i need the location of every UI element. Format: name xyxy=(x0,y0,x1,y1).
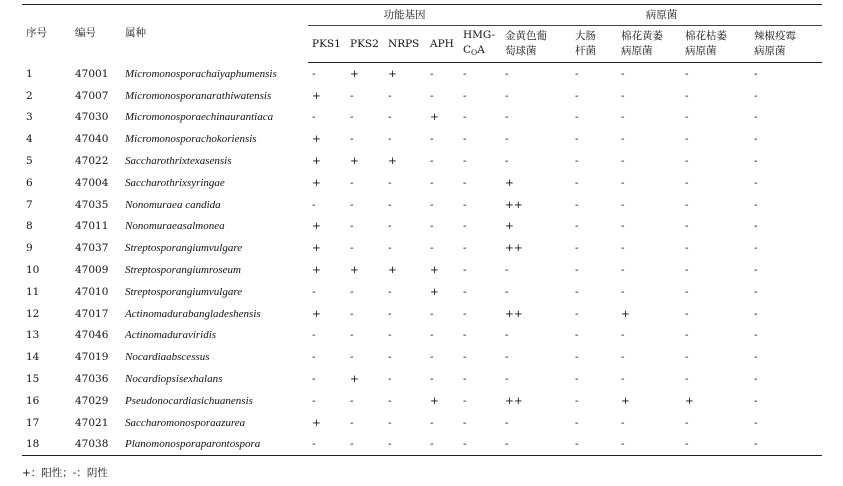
cell-species: Actinomadurabangladeshensis xyxy=(125,307,261,320)
cell-result: - xyxy=(430,351,434,364)
cell-result: - xyxy=(312,285,316,298)
cell-result: - xyxy=(308,434,346,456)
cell-result: - xyxy=(685,155,689,168)
cell-code: 47009 xyxy=(75,264,109,277)
cell-species: Planomonosporaparontospora xyxy=(121,434,308,456)
header-pathogen-line2: 病原菌 xyxy=(754,45,786,57)
cell-result: - xyxy=(754,198,758,211)
cell-result: - xyxy=(463,176,467,189)
cell-result: - xyxy=(621,67,625,80)
header-pathogen-line1: 棉花枯萎 xyxy=(685,30,728,42)
cell-result: - xyxy=(388,220,392,233)
cell-result: - xyxy=(463,329,467,342)
cell-result: - xyxy=(685,307,689,320)
header-hmg-line1: HMG- xyxy=(463,29,496,41)
cell-code: 47040 xyxy=(75,133,109,146)
header-code: 编号 xyxy=(75,27,96,40)
cell-result: - xyxy=(350,394,354,407)
cell-species: Nonomuraea candida xyxy=(125,198,221,211)
header-pathogen-phytophthora xyxy=(750,26,822,63)
cell-result: - xyxy=(388,373,392,386)
cell-result: - xyxy=(754,351,758,364)
cell-index: 3 xyxy=(26,111,33,124)
cell-result: - xyxy=(312,394,316,407)
cell-result: - xyxy=(350,89,354,102)
cell-result: - xyxy=(505,111,509,124)
cell-species: Nocardiaabscessus xyxy=(125,351,210,364)
cell-result: - xyxy=(430,89,434,102)
cell-result: - xyxy=(685,416,689,429)
cell-index: 8 xyxy=(26,220,33,233)
cell-result: - xyxy=(505,285,509,298)
header-hmg-sub: O xyxy=(471,48,478,57)
cell-result: - xyxy=(430,307,434,320)
cell-result: - xyxy=(463,155,467,168)
cell-index: 4 xyxy=(26,133,33,146)
cell-result: ++ xyxy=(505,307,523,320)
cell-result: + xyxy=(312,264,321,277)
cell-result: - xyxy=(505,155,509,168)
table-row xyxy=(22,434,822,456)
table-row xyxy=(22,390,822,412)
header-pathogen-line1: 辣椒疫霉 xyxy=(754,30,797,42)
cell-result: - xyxy=(575,264,579,277)
cell-result: - xyxy=(685,351,689,364)
cell-index: 16 xyxy=(26,394,40,407)
cell-index: 12 xyxy=(26,307,40,320)
cell-result: + xyxy=(350,155,359,168)
cell-result: - xyxy=(575,394,579,407)
cell-species: Saccharomonosporaazurea xyxy=(125,416,246,429)
cell-result: ++ xyxy=(505,394,523,407)
cell-result: - xyxy=(681,434,750,456)
cell-code: 47022 xyxy=(75,155,109,168)
cell-result: - xyxy=(430,133,434,146)
cell-result: - xyxy=(505,264,509,277)
cell-result: - xyxy=(312,67,316,80)
cell-result: - xyxy=(388,416,392,429)
cell-result: + xyxy=(350,264,359,277)
cell-result: - xyxy=(754,133,758,146)
cell-result: - xyxy=(430,155,434,168)
cell-result: - xyxy=(312,373,316,386)
cell-result: - xyxy=(505,133,509,146)
cell-result: + xyxy=(312,155,321,168)
cell-result: - xyxy=(388,89,392,102)
cell-result: - xyxy=(430,416,434,429)
table-header xyxy=(22,5,822,63)
cell-result: - xyxy=(388,285,392,298)
cell-result: - xyxy=(350,111,354,124)
cell-result: - xyxy=(685,285,689,298)
table-row xyxy=(22,85,822,107)
cell-result: + xyxy=(430,394,439,407)
cell-result: - xyxy=(505,67,509,80)
cell-code: 47001 xyxy=(75,67,109,80)
cell-result: - xyxy=(575,176,579,189)
cell-result: - xyxy=(463,351,467,364)
cell-result: + xyxy=(312,133,321,146)
cell-result: + xyxy=(430,285,439,298)
cell-result: - xyxy=(505,89,509,102)
header-species: 属种 xyxy=(125,27,146,40)
cell-result: - xyxy=(575,285,579,298)
cell-result: - xyxy=(350,285,354,298)
cell-index: 13 xyxy=(26,329,40,342)
cell-result: - xyxy=(463,220,467,233)
cell-result: - xyxy=(621,220,625,233)
cell-result: - xyxy=(505,329,509,342)
cell-result: - xyxy=(621,264,625,277)
cell-code: 47019 xyxy=(75,351,109,364)
cell-result: + xyxy=(312,220,321,233)
cell-result: - xyxy=(350,329,354,342)
header-hmg-line2 xyxy=(463,43,501,60)
table-row xyxy=(22,63,822,85)
cell-code: 47017 xyxy=(75,307,109,320)
cell-result: - xyxy=(350,176,354,189)
cell-result: - xyxy=(463,198,467,211)
cell-result: - xyxy=(685,329,689,342)
cell-result: - xyxy=(384,434,426,456)
cell-result: + xyxy=(621,307,630,320)
cell-result: + xyxy=(350,67,359,80)
cell-species: Pseudonocardiasichuanensis xyxy=(125,394,253,407)
table-row xyxy=(22,325,822,347)
header-pathogen-line1: 金黄色葡 xyxy=(505,30,548,42)
cell-species: Streptosporangiumroseum xyxy=(125,264,241,277)
cell-result: ++ xyxy=(505,242,523,255)
cell-result: - xyxy=(575,155,579,168)
header-gene-pks2: PKS2 xyxy=(346,26,384,63)
cell-result: - xyxy=(575,89,579,102)
cell-result: - xyxy=(621,242,625,255)
table-row xyxy=(22,128,822,150)
cell-result: - xyxy=(388,111,392,124)
cell-result: - xyxy=(430,329,434,342)
cell-species: Streptosporangiumvulgare xyxy=(125,242,243,255)
header-gene-nrps: NRPS xyxy=(384,26,426,63)
cell-result: - xyxy=(575,329,579,342)
cell-index: 17 xyxy=(26,416,40,429)
cell-result: - xyxy=(388,133,392,146)
cell-result: - xyxy=(621,416,625,429)
cell-result: - xyxy=(575,416,579,429)
cell-result: - xyxy=(621,285,625,298)
header-group-genes: 功能基因 xyxy=(308,5,501,26)
cell-result: + xyxy=(388,264,397,277)
cell-result: - xyxy=(312,111,316,124)
cell-result: - xyxy=(430,198,434,211)
table-row xyxy=(22,216,822,238)
cell-code: 47036 xyxy=(75,373,109,386)
cell-result: - xyxy=(571,434,617,456)
cell-result: - xyxy=(617,434,681,456)
cell-species: Saccharothrixtexasensis xyxy=(125,155,232,168)
table-row xyxy=(22,281,822,303)
cell-result: - xyxy=(430,242,434,255)
cell-result: - xyxy=(426,434,459,456)
cell-result: - xyxy=(575,351,579,364)
header-hmg-a: A xyxy=(477,44,485,56)
cell-result: - xyxy=(754,307,758,320)
cell-result: - xyxy=(350,307,354,320)
cell-code: 47010 xyxy=(75,285,109,298)
cell-result: - xyxy=(685,198,689,211)
cell-result: - xyxy=(754,176,758,189)
cell-result: - xyxy=(430,176,434,189)
cell-result: - xyxy=(505,351,509,364)
cell-result: - xyxy=(621,351,625,364)
cell-species: Saccharothrixsyringae xyxy=(125,176,225,189)
cell-code: 47021 xyxy=(75,416,109,429)
cell-index: 2 xyxy=(26,89,33,102)
cell-result: - xyxy=(505,373,509,386)
cell-result: - xyxy=(463,416,467,429)
cell-species: Actinomaduraviridis xyxy=(125,329,217,342)
cell-result: - xyxy=(388,329,392,342)
cell-result: - xyxy=(685,133,689,146)
header-gene-hmg xyxy=(459,26,501,63)
cell-result: - xyxy=(312,198,316,211)
cell-result: - xyxy=(463,394,467,407)
header-gene-aph: APH xyxy=(426,26,459,63)
cell-result: - xyxy=(575,242,579,255)
header-pathogen-line2: 病原菌 xyxy=(621,45,653,57)
cell-species: Nonomuraeasalmonea xyxy=(125,220,225,233)
cell-result: - xyxy=(685,111,689,124)
cell-result: + xyxy=(430,264,439,277)
results-table xyxy=(22,4,822,456)
cell-result: - xyxy=(350,416,354,429)
cell-result: - xyxy=(754,373,758,386)
cell-result: - xyxy=(754,111,758,124)
table-row xyxy=(22,303,822,325)
cell-result: - xyxy=(575,67,579,80)
cell-species: Micromonosporachaiyaphumensis xyxy=(125,67,277,80)
cell-result: + xyxy=(312,416,321,429)
cell-result: - xyxy=(430,67,434,80)
cell-result: - xyxy=(575,307,579,320)
cell-result: - xyxy=(685,89,689,102)
cell-species: Micromonosporanarathiwatensis xyxy=(125,89,272,102)
cell-result: - xyxy=(463,133,467,146)
header-gene-pks1: PKS1 xyxy=(308,26,346,63)
cell-index: 9 xyxy=(26,242,33,255)
cell-code: 47004 xyxy=(75,176,109,189)
cell-result: - xyxy=(685,67,689,80)
cell-result: + xyxy=(350,373,359,386)
cell-result: - xyxy=(621,373,625,386)
cell-index: 1 xyxy=(26,67,33,80)
cell-result: + xyxy=(505,220,514,233)
cell-result: + xyxy=(505,176,514,189)
cell-result: + xyxy=(388,67,397,80)
cell-result: - xyxy=(754,155,758,168)
table-row xyxy=(22,107,822,129)
cell-result: - xyxy=(754,329,758,342)
cell-result: - xyxy=(350,220,354,233)
cell-code: 47007 xyxy=(75,89,109,102)
cell-species: Micromonosporaechinaurantiaca xyxy=(125,111,274,124)
cell-result: - xyxy=(750,434,822,456)
cell-index: 5 xyxy=(26,155,33,168)
cell-result: + xyxy=(312,242,321,255)
cell-result: + xyxy=(312,176,321,189)
header-pathogen-line1: 大肠 xyxy=(575,30,597,42)
cell-result: - xyxy=(621,111,625,124)
cell-index: 15 xyxy=(26,373,40,386)
cell-result: + xyxy=(685,394,694,407)
cell-result: - xyxy=(505,416,509,429)
cell-result: - xyxy=(312,351,316,364)
header-pathogen-fusarium xyxy=(681,26,750,63)
cell-result: - xyxy=(575,373,579,386)
header-pathogen-line2: 萄球菌 xyxy=(505,45,537,57)
header-pathogen-ecoli xyxy=(571,26,617,63)
header-group-pathogens: 病原菌 xyxy=(501,5,822,26)
cell-result: - xyxy=(575,111,579,124)
header-pathogen-line1: 棉花黄萎 xyxy=(621,30,664,42)
cell-result: - xyxy=(463,264,467,277)
cell-result: - xyxy=(754,89,758,102)
table-body xyxy=(22,63,822,456)
table-row xyxy=(22,237,822,259)
cell-result: - xyxy=(350,133,354,146)
cell-result: - xyxy=(685,242,689,255)
cell-result: - xyxy=(388,394,392,407)
table-row xyxy=(22,259,822,281)
cell-result: + xyxy=(621,394,630,407)
table-row xyxy=(22,368,822,390)
cell-result: - xyxy=(346,434,384,456)
cell-result: - xyxy=(575,220,579,233)
table-row xyxy=(22,412,822,434)
cell-result: - xyxy=(312,329,316,342)
cell-result: - xyxy=(463,373,467,386)
cell-result: - xyxy=(621,198,625,211)
cell-code: 47046 xyxy=(75,329,109,342)
cell-code: 47030 xyxy=(75,111,109,124)
cell-code: 47029 xyxy=(75,394,109,407)
cell-result: - xyxy=(621,329,625,342)
cell-result: + xyxy=(312,89,321,102)
cell-code: 47035 xyxy=(75,198,109,211)
header-hmg-c: C xyxy=(463,44,472,56)
cell-result: - xyxy=(754,220,758,233)
cell-result: ++ xyxy=(505,198,523,211)
cell-code: 47011 xyxy=(75,220,109,233)
cell-code: 47038 xyxy=(71,434,121,456)
cell-result: - xyxy=(430,373,434,386)
cell-species: Streptosporangiumvulgare xyxy=(125,285,243,298)
cell-index: 18 xyxy=(22,434,71,456)
cell-result: - xyxy=(388,242,392,255)
cell-result: - xyxy=(350,198,354,211)
cell-result: - xyxy=(621,133,625,146)
cell-index: 7 xyxy=(26,198,33,211)
cell-index: 6 xyxy=(26,176,33,189)
cell-index: 14 xyxy=(26,351,40,364)
cell-result: - xyxy=(754,264,758,277)
cell-index: 11 xyxy=(26,285,40,298)
cell-result: - xyxy=(754,416,758,429)
table-row xyxy=(22,172,822,194)
cell-result: - xyxy=(754,285,758,298)
cell-result: - xyxy=(754,242,758,255)
cell-species: Nocardiopsisexhalans xyxy=(125,373,223,386)
cell-result: - xyxy=(463,67,467,80)
cell-result: - xyxy=(463,89,467,102)
cell-result: - xyxy=(388,176,392,189)
cell-result: + xyxy=(388,155,397,168)
cell-result: - xyxy=(685,373,689,386)
table-container xyxy=(22,4,822,456)
cell-result: - xyxy=(575,198,579,211)
cell-result: - xyxy=(459,434,501,456)
cell-result: - xyxy=(430,220,434,233)
header-index: 序号 xyxy=(26,27,47,40)
table-row xyxy=(22,150,822,172)
cell-result: - xyxy=(350,351,354,364)
cell-code: 47037 xyxy=(75,242,109,255)
cell-result: - xyxy=(754,394,758,407)
cell-result: - xyxy=(350,242,354,255)
cell-result: - xyxy=(388,198,392,211)
cell-result: - xyxy=(685,176,689,189)
cell-result: - xyxy=(621,89,625,102)
cell-species: Micromonosporachokoriensis xyxy=(125,133,257,146)
table-row xyxy=(22,346,822,368)
table-row xyxy=(22,194,822,216)
cell-result: - xyxy=(685,220,689,233)
cell-result: - xyxy=(575,133,579,146)
cell-result: - xyxy=(621,155,625,168)
cell-index: 10 xyxy=(26,264,40,277)
cell-result: - xyxy=(463,307,467,320)
cell-result: - xyxy=(388,307,392,320)
cell-result: - xyxy=(463,285,467,298)
header-pathogen-verticillium xyxy=(617,26,681,63)
cell-result: - xyxy=(463,111,467,124)
cell-result: - xyxy=(621,176,625,189)
header-pathogen-staph xyxy=(501,26,571,63)
cell-result: - xyxy=(388,351,392,364)
table-footnote: +：阳性；-：阴性 xyxy=(22,467,108,479)
cell-result: - xyxy=(463,242,467,255)
cell-result: + xyxy=(312,307,321,320)
cell-result: - xyxy=(685,264,689,277)
cell-result: - xyxy=(754,67,758,80)
header-pathogen-line2: 杆菌 xyxy=(575,45,597,57)
cell-result: - xyxy=(501,434,571,456)
cell-result: + xyxy=(430,111,439,124)
header-pathogen-line2: 病原菌 xyxy=(685,45,717,57)
